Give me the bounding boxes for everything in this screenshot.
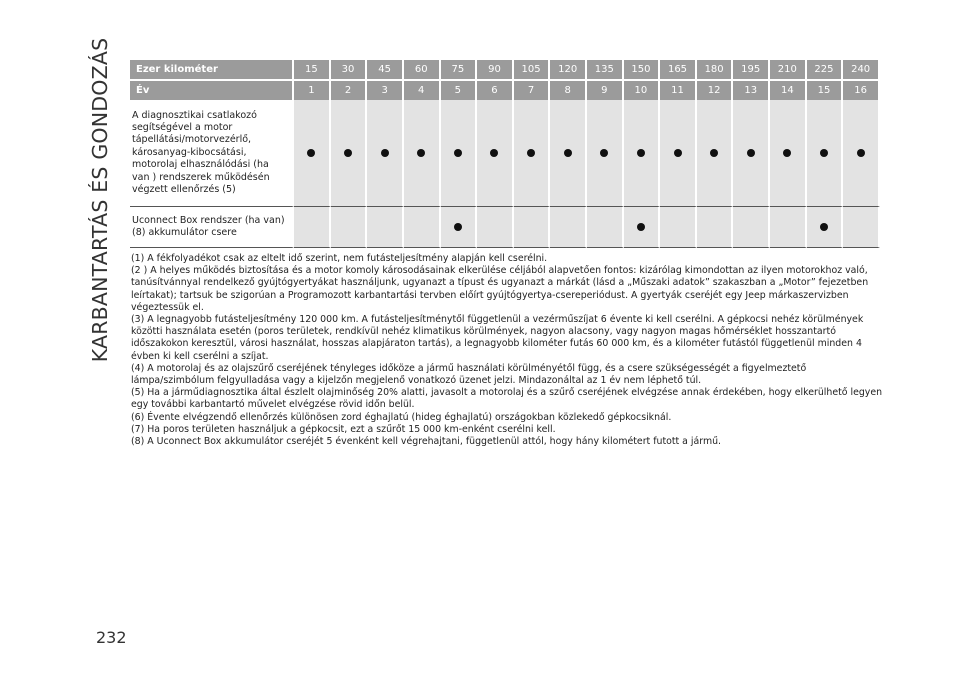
interval-cell [294,100,331,207]
bullet-icon [820,223,828,231]
interval-cell [550,100,587,207]
header-km-label: Ezer kilométer [130,60,294,81]
header-year-cell: 11 [660,81,697,100]
header-year-cell: 12 [697,81,734,100]
interval-cell [404,207,441,248]
header-km-cell: 135 [587,60,624,81]
section-title [80,37,120,363]
row-label: A diagnosztikai csatlakozó segítségével a motor tápellátási/motorvezérlő, károsanyag-kibocsátási, motorolaj elhasználódási (ha van ) rendszerek működésén végzett ellenőrzés (5) [130,100,294,207]
interval-cell [477,100,514,207]
header-year-cell: 6 [477,81,514,100]
header-km-cell: 75 [441,60,478,81]
footnote: (5) Ha a járműdiagnosztika által észlelt olajminőség 20% alatti, javasolt a motorolaj és a szűrő cseréjének elvégzése annak érdekében, hogy elkerülhető legyen egy további karbantartó művelet elvégzése rövid időn belül. [131,387,883,411]
header-km-cell: 105 [514,60,551,81]
footnote: (2 ) A helyes működés biztosítása és a motor komoly károsodásainak elkerülése céljából alapvetően fontos: kizárólag kimondottan az ilyen motorokhoz való, tanúsítvánnyal rendelkező gyújtógyertyákat használjunk, ugyanazt a típust és ugyanazt a márkát (lásd a „Műszaki adatok” szakaszban a „Motor” fejezetben leírtakat); tartsuk be szigorúan a Programozott karbantartási tervben előírt gyújtógyertya-csereperiódust. A gyertyák cseréjét egy Jeep márkaszervizben végeztessük el. [131,265,869,313]
header-year-cell: 2 [331,81,368,100]
header-km-cell: 150 [624,60,661,81]
bullet-icon [344,149,352,157]
header-year-cell: 5 [441,81,478,100]
interval-cell [807,207,844,248]
header-year-cell: 9 [587,81,624,100]
header-year-row [130,81,880,100]
interval-cell [587,100,624,207]
header-year-cell: 16 [843,81,880,100]
page-number: 232 [96,628,127,647]
table-row [130,207,880,248]
table-row [130,100,880,207]
interval-cell [733,207,770,248]
interval-cell [367,207,404,248]
interval-cell [624,207,661,248]
header-km-cell: 90 [477,60,514,81]
maintenance-table [130,60,880,248]
interval-cell [331,100,368,207]
header-km-cell: 120 [550,60,587,81]
bullet-icon [747,149,755,157]
footnotes [131,253,883,448]
interval-cell [441,100,478,207]
bullet-icon [454,149,462,157]
header-km-cell: 60 [404,60,441,81]
bullet-icon [564,149,572,157]
bullet-icon [820,149,828,157]
bullet-icon [527,149,535,157]
footnote: (6) Évente elvégzendő ellenőrzés különösen zord éghajlatú (hideg éghajlatú) országokban közlekedő gépkocsiknál. [131,411,672,423]
header-year-cell: 13 [733,81,770,100]
header-km-cell: 45 [367,60,404,81]
header-km-cell: 30 [331,60,368,81]
interval-cell [733,100,770,207]
bullet-icon [674,149,682,157]
interval-cell [807,100,844,207]
interval-cell [550,207,587,248]
interval-cell [697,207,734,248]
header-km-row [130,60,880,81]
interval-cell [770,207,807,248]
bullet-icon [637,149,645,157]
footnote: (4) A motorolaj és az olajszűrő cseréjének tényleges időköze a jármű használati körülményétől függ, és a csere szükségességét a figyelmeztető lámpa/szimbólum felgyulladása vagy a kijelzőn megjelenő vonatkozó üzenet jelzi. Mindazonáltal az 1 év nem léphető túl. [131,362,807,387]
footnote: (1) A fékfolyadékot csak az eltelt idő szerint, nem futásteljesítmény alapján kell cserélni. [131,253,548,264]
interval-cell [660,207,697,248]
footnote: (8) A Uconnect Box akkumulátor cseréjét 5 évenként kell végrehajtani, függetlenül attól, hogy hány kilométert futott a jármű. [131,436,722,448]
bullet-icon [637,223,645,231]
footnote: (3) A legnagyobb futásteljesítmény 120 000 km. A futásteljesítménytől függetlenül a vezérműszíjat 6 évente ki kell cserélni. A gépkocsi nehéz körülmények közötti használata esetén (poros területek, rendkívül nehéz klimatikus körülmények, nagyon alacsony, vagy nagyon magas hőmérséklet hosszantartó időszakokon keresztül, városi használat, hosszas alapjáraton tartás), a legnagyobb kilométer futás 60 000 km, és a kilométer futástól függetlenül minden 4 évben ki kell cserélni a szíjat. [131,314,864,362]
interval-cell [624,100,661,207]
header-year-cell: 10 [624,81,661,100]
interval-cell [331,207,368,248]
row-label: Uconnect Box rendszer (ha van) (8) akkumulátor csere [130,207,294,248]
interval-cell [770,100,807,207]
bullet-icon [600,149,608,157]
bullet-icon [307,149,315,157]
header-km-cell: 165 [660,60,697,81]
interval-cell [843,207,880,248]
interval-cell [843,100,880,207]
interval-cell [367,100,404,207]
bullet-icon [381,149,389,157]
interval-cell [587,207,624,248]
header-year-label: Év [130,81,294,100]
header-km-cell: 210 [770,60,807,81]
header-km-cell: 225 [807,60,844,81]
bullet-icon [490,149,498,157]
bullet-icon [783,149,791,157]
header-km-cell: 180 [697,60,734,81]
header-year-cell: 15 [807,81,844,100]
bullet-icon [710,149,718,157]
header-km-cell: 240 [843,60,880,81]
interval-cell [697,100,734,207]
header-year-cell: 14 [770,81,807,100]
bullet-icon [417,149,425,157]
bullet-icon [454,223,462,231]
header-year-cell: 7 [514,81,551,100]
header-year-cell: 1 [294,81,331,100]
header-year-cell: 8 [550,81,587,100]
header-km-cell: 195 [733,60,770,81]
section-title-text: KARBANTARTÁS ÉS GONDOZÁS [88,37,112,363]
footnote: (7) Ha poros területen használjuk a gépkocsit, ezt a szűrőt 15 000 km-enként cserélni kell. [131,423,556,435]
interval-cell [294,207,331,248]
header-year-cell: 3 [367,81,404,100]
interval-cell [477,207,514,248]
header-year-cell: 4 [404,81,441,100]
interval-cell [514,100,551,207]
header-km-cell: 15 [294,60,331,81]
interval-cell [660,100,697,207]
interval-cell [404,100,441,207]
interval-cell [441,207,478,248]
interval-cell [514,207,551,248]
bullet-icon [857,149,865,157]
